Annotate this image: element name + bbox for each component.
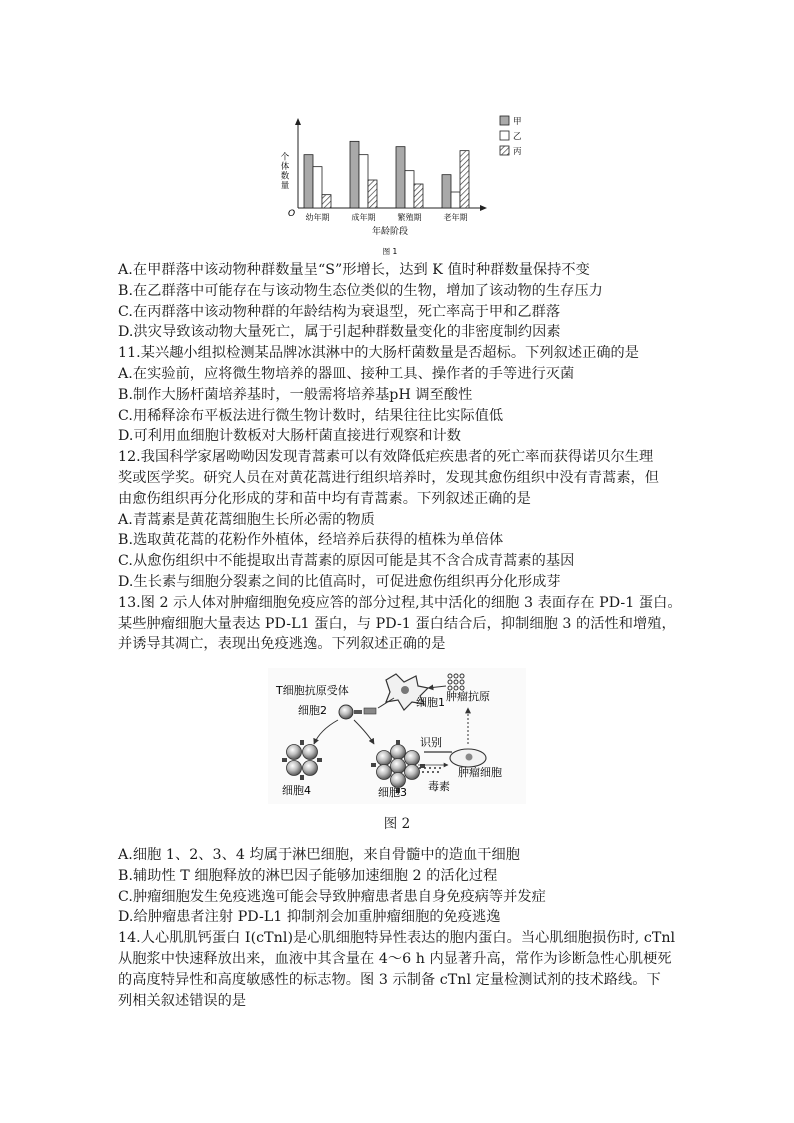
- figure-1-bar-chart: [278, 112, 540, 264]
- x-tick-label: 幼年期: [305, 213, 330, 222]
- q13-option-c: C.肿瘤细胞发生免疫逃逸可能会导致肿瘤患者患自身免疫病等并发症: [118, 888, 546, 905]
- q12-option-c: C.从愈伤组织中不能提取出青蒿素的原因可能是其不含合成青蒿素的基因: [118, 553, 575, 570]
- legend-label-甲: 甲: [513, 117, 522, 127]
- q11-option-b: B.制作大肠杆菌培养基时，一般需将培养基pH 调至酸性: [118, 386, 473, 403]
- cell-1-label: 细胞1: [416, 696, 445, 709]
- q14-stem-line-3: 的高度特异性和高度敏感性的标志物。图 3 示制备 cTnl 定量检测试剂的技术路线。下: [118, 971, 661, 988]
- q14-stem-line-1: 14.人心肌肌钙蛋白 I(cTnl)是心肌细胞特异性表达的胞内蛋白。当心肌细胞损伤时, cTnl: [118, 930, 676, 947]
- chart-xlabel: 年龄阶段: [371, 227, 409, 237]
- bar-甲-成年期: [350, 141, 359, 208]
- legend-swatch-乙: [500, 131, 509, 140]
- q12-option-b: B.选取黄花蒿的花粉作外植体，经培养后获得的植株为单倍体: [118, 532, 504, 549]
- bar-乙-老年期: [451, 192, 460, 208]
- bar-丙-繁殖期: [414, 184, 423, 208]
- legend-swatch-甲: [500, 116, 509, 125]
- recognize-label: 识别: [420, 736, 442, 749]
- cell-2-label: 细胞2: [298, 704, 327, 717]
- q13-option-a: A.细胞 1、2、3、4 均属于淋巴细胞，来自骨髓中的造血干细胞: [118, 847, 520, 863]
- q12-stem-line-2: 奖或医学奖。研究人员在对黄花蒿进行组织培养时，发现其愈伤组织中没有青蒿素，但: [118, 469, 660, 486]
- question-block-1: [118, 260, 688, 655]
- q13-stem-line-3: 并诱导其凋亡，表现出免疫逃逸。下列叙述正确的是: [118, 636, 446, 653]
- tumor-cell-label: 肿瘤细胞: [458, 766, 502, 779]
- receptor-label: T细胞抗原受体: [276, 684, 349, 697]
- bar-甲-繁殖期: [396, 147, 405, 208]
- question-block-2: [118, 845, 688, 1011]
- bar-乙-成年期: [359, 155, 368, 208]
- q10-option-a: A.在甲群落中该动物种群数量呈“S”形增长，达到 K 值时种群数量保持不变: [118, 262, 590, 278]
- bar-丙-老年期: [460, 151, 469, 208]
- toxin-label: 毒素: [428, 780, 450, 793]
- bar-丙-幼年期: [322, 195, 331, 208]
- q11-option-c: C.用稀释涂布平板法进行微生物计数时，结果往往比实际值低: [118, 407, 504, 424]
- legend-label-丙: 丙: [513, 147, 522, 157]
- chart-bars: [304, 141, 469, 208]
- bar-甲-幼年期: [304, 155, 313, 208]
- q13-option-b: B.辅助性 T 细胞释放的淋巴因子能够加速细胞 2 的活化过程: [118, 867, 498, 884]
- chart-legend: [500, 116, 522, 157]
- chart-tick-labels: [306, 212, 468, 222]
- bar-乙-幼年期: [313, 167, 322, 208]
- figure-2-caption: 图 2: [383, 816, 411, 832]
- tumor-antigen-label: 肿瘤抗原: [446, 690, 490, 703]
- q12-stem-line-1: 12.我国科学家屠呦呦因发现青蒿素可以有效降低疟疾患者的死亡率而获得诺贝尔生理: [118, 449, 654, 466]
- figure-1-caption: 图 1: [382, 247, 398, 256]
- x-tick-label: 繁殖期: [397, 213, 422, 222]
- figure-2-immune-diagram: [268, 668, 526, 804]
- q13-stem-line-2: 某些肿瘤细胞大量表达 PD-L1 蛋白，与 PD-1 蛋白结合后，抑制细胞 3 的活性和增殖，: [118, 615, 676, 632]
- q12-option-a: A.青蒿素是黄花蒿细胞生长所必需的物质: [118, 511, 375, 528]
- q11-option-a: A.在实验前，应将微生物培养的器皿、接种工具、操作者的手等进行灭菌: [118, 365, 575, 382]
- legend-label-乙: 乙: [513, 132, 522, 142]
- legend-swatch-丙: [500, 146, 509, 155]
- x-tick-label: 成年期: [351, 213, 376, 222]
- chart-origin: O: [288, 209, 296, 219]
- cell-3-label: 细胞3: [378, 786, 407, 799]
- chart-ylabel: 个体数量: [279, 152, 289, 190]
- q13-option-d: D.给肿瘤患者注射 PD-L1 抑制剂会加重肿瘤细胞的免疫逃逸: [118, 909, 501, 926]
- q11-stem: 11.某兴趣小组拟检测某品牌冰淇淋中的大肠杆菌数量是否超标。下列叙述正确的是: [118, 345, 640, 362]
- q10-option-c: C.在丙群落中该动物种群的年龄结构为衰退型，死亡率高于甲和乙群落: [118, 303, 561, 320]
- bar-甲-老年期: [442, 175, 451, 208]
- q12-option-d: D.生长素与细胞分裂素之间的比值高时，可促进愈伤组织再分化形成芽: [118, 573, 561, 590]
- cell-4-label: 细胞4: [282, 784, 311, 797]
- q10-option-b: B.在乙群落中可能存在与该动物生态位类似的生物，增加了该动物的生存压力: [118, 282, 603, 299]
- q14-stem-line-4: 列相关叙述错误的是: [118, 992, 247, 1009]
- tumor-cell: [450, 749, 486, 767]
- q14-stem-line-2: 从胞浆中快速释放出来，血液中其含量在 4～6 h 内显著升高，常作为诊断急性心肌梗死: [118, 950, 672, 967]
- q10-option-d: D.洪灾导致该动物大量死亡，属于引起种群数量变化的非密度制约因素: [118, 324, 561, 341]
- q12-stem-line-3: 由愈伤组织再分化形成的芽和苗中均有青蒿素。下列叙述正确的是: [118, 490, 531, 507]
- x-tick-label: 老年期: [443, 213, 468, 222]
- q11-option-d: D.可利用血细胞计数板对大肠杆菌直接进行观察和计数: [118, 428, 461, 445]
- bar-乙-繁殖期: [405, 171, 414, 208]
- q13-stem-line-1: 13.图 2 示人体对肿瘤细胞免疫应答的部分过程,其中活化的细胞 3 表面存在 PD-1 蛋白。: [118, 594, 682, 611]
- bar-丙-成年期: [368, 180, 377, 208]
